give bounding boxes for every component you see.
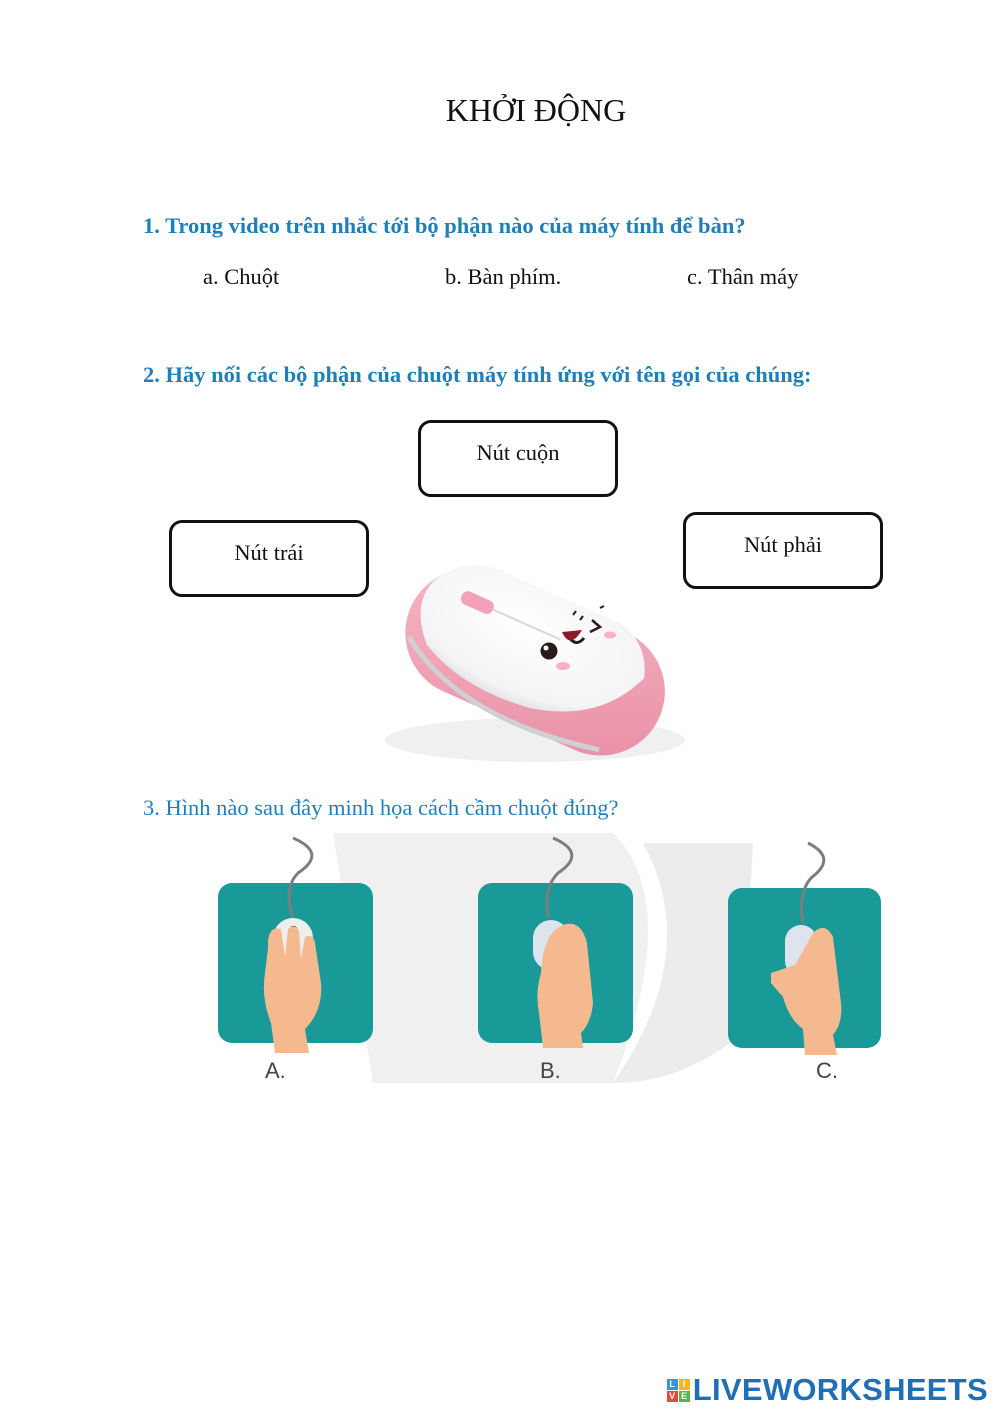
question-2: 2. Hãy nối các bộ phận của chuột máy tính ứng với tên gọi của chúng: (143, 362, 812, 387)
q1-option-c[interactable]: c. Thân máy (687, 264, 799, 289)
liveworksheets-logo-text: LIVEWORKSHEETS (692, 1372, 988, 1407)
liveworksheets-logo-icon: L I V E (667, 1379, 690, 1402)
label-box-right-button[interactable] (683, 512, 883, 589)
mouse-eye-icon (541, 643, 558, 660)
mouse-grip-options-image (143, 833, 888, 1103)
page-title-wrap (0, 92, 1000, 129)
q1-option-b[interactable]: b. Bàn phím. (445, 264, 562, 289)
grip-option-a-caption: A. (265, 1058, 286, 1083)
label-scroll-button-text: Nút cuộn (476, 440, 560, 465)
grip-option-b-caption: B. (540, 1058, 561, 1083)
question-1: 1. Trong video trên nhắc tới bộ phận nào của máy tính để bàn? (143, 213, 746, 238)
label-box-scroll-button[interactable] (418, 420, 618, 497)
label-left-button-text: Nút trái (234, 540, 304, 565)
label-box-left-button[interactable] (169, 520, 369, 597)
grip-option-c-caption: C. (816, 1058, 838, 1083)
label-right-button-text: Nút phải (743, 532, 823, 557)
computer-mouse-illustration (370, 540, 700, 780)
q1-option-a[interactable]: a. Chuột (203, 264, 280, 289)
question-3: 3. Hình nào sau đây minh họa cách cầm chuột đúng? (143, 795, 619, 820)
liveworksheets-logo (667, 1372, 988, 1408)
page-title: KHỞI ĐỘNG (445, 92, 627, 128)
